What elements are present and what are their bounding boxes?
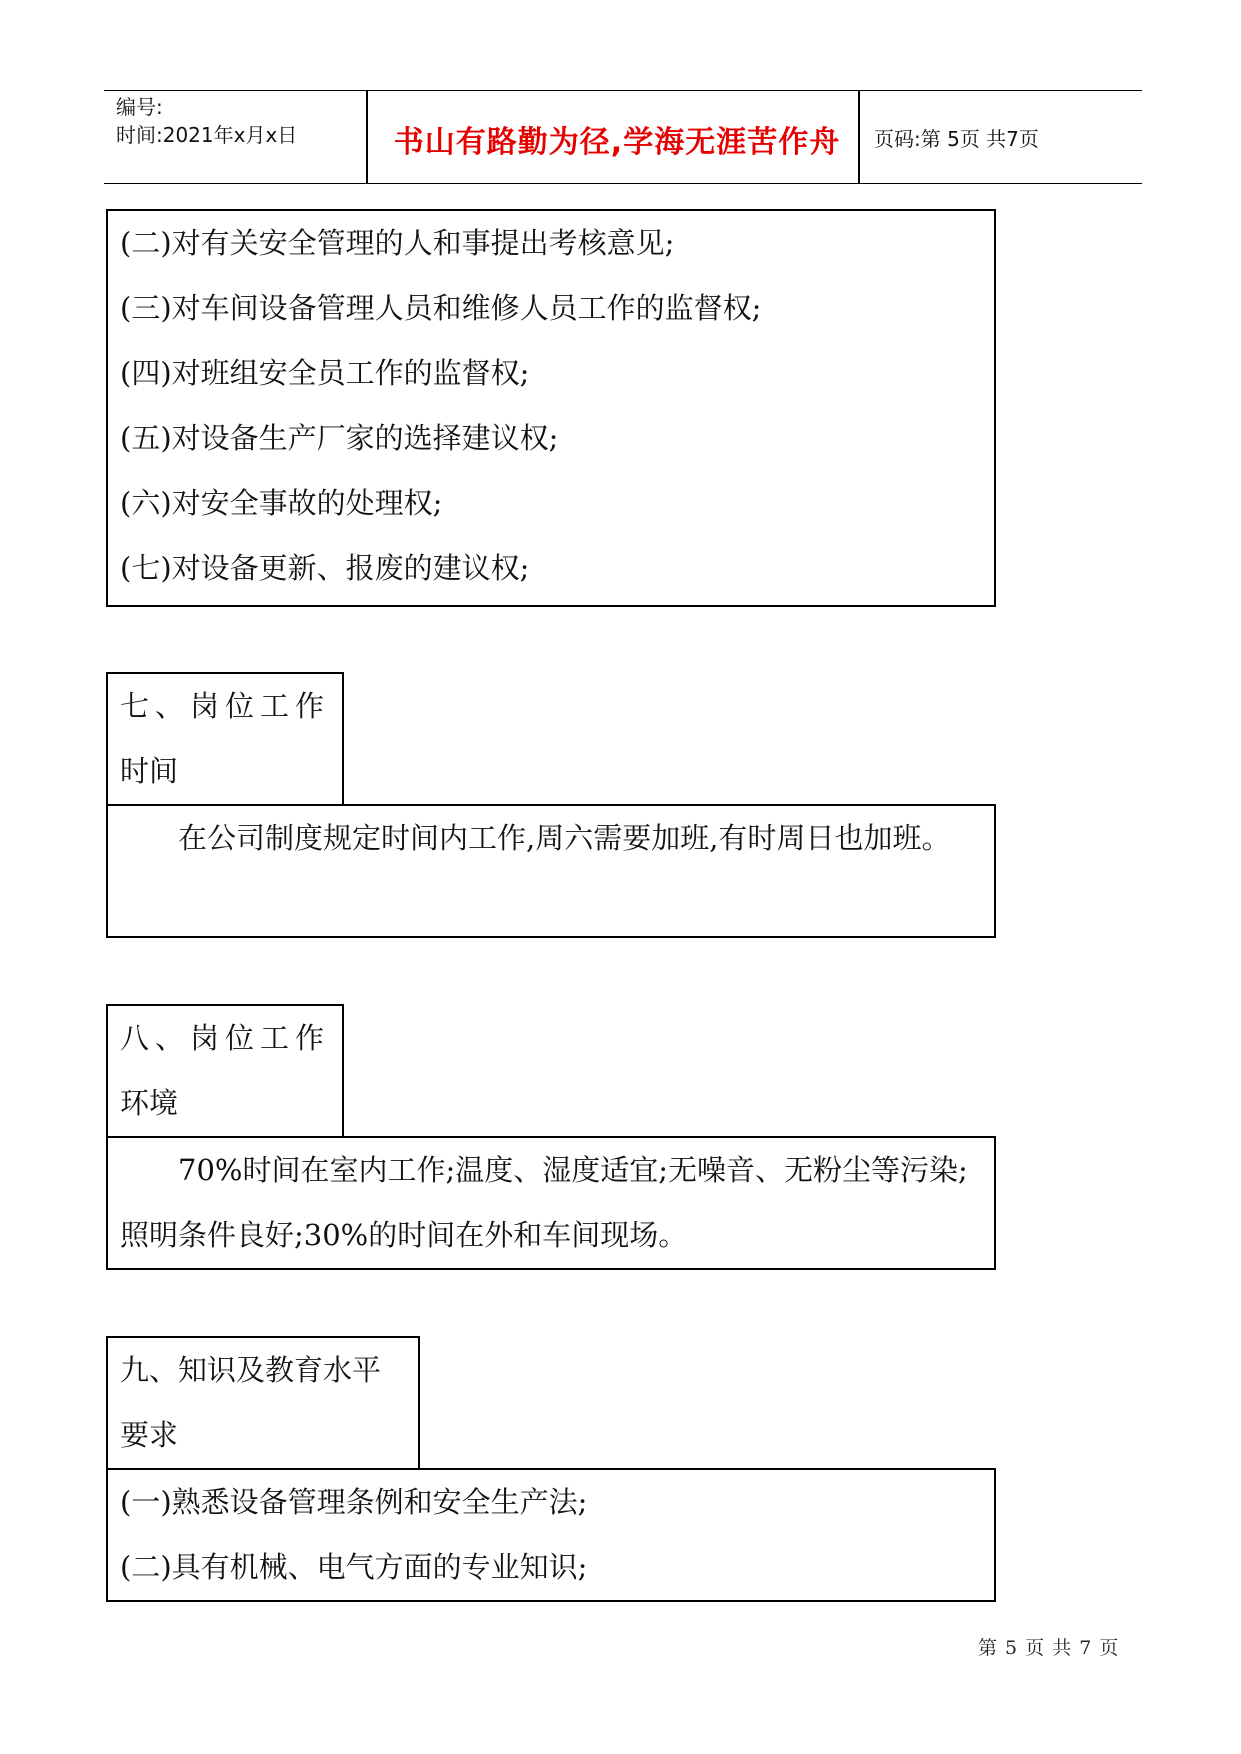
section9-title-box: [106, 1336, 420, 1470]
section7-title-line2: 时间: [120, 754, 179, 788]
header-divider-right: [858, 91, 860, 183]
section8-title-line1: 八、岗位工作: [120, 1021, 331, 1055]
footer-page-number: 第 5 页 共 7 页: [978, 1637, 1119, 1659]
list-item: (四)对班组安全员工作的监督权;: [120, 356, 530, 390]
section9-title-line1: 九、知识及教育水平: [120, 1353, 382, 1387]
header-page-info: 页码:第 5页 共7页: [874, 127, 1039, 151]
document-time: 时间:2021年x月x日: [116, 123, 298, 147]
list-item: (二)具有机械、电气方面的专业知识;: [120, 1550, 588, 1584]
list-item: (二)对有关安全管理的人和事提出考核意见;: [120, 226, 675, 260]
document-number-label: 编号:: [116, 95, 163, 119]
header-motto: 书山有路勤为径,学海无涯苦作舟: [393, 125, 841, 160]
section8-title-line2: 环境: [120, 1086, 179, 1120]
section8-content: 70%时间在室内工作;温度、湿度适宜;无噪音、无粉尘等污染;照明条件良好;30%的时间在外和车间现场。: [120, 1153, 968, 1252]
list-item: (一)熟悉设备管理条例和安全生产法;: [120, 1485, 588, 1519]
section8-content-box: [106, 1136, 996, 1270]
list-item: (六)对安全事故的处理权;: [120, 486, 443, 520]
header-divider-left: [366, 91, 368, 183]
section7-content: 在公司制度规定时间内工作,周六需要加班,有时周日也加班。: [178, 821, 951, 855]
list-item: (三)对车间设备管理人员和维修人员工作的监督权;: [120, 291, 762, 325]
section8-title-box: [106, 1004, 344, 1138]
section9-content-box: [106, 1468, 996, 1602]
list-item: (五)对设备生产厂家的选择建议权;: [120, 421, 559, 455]
section7-title-line1: 七、岗位工作: [120, 689, 331, 723]
list-item: (七)对设备更新、报废的建议权;: [120, 551, 530, 585]
page-header: [104, 90, 1142, 184]
header-meta: [116, 93, 297, 149]
section7-title-box: [106, 672, 344, 806]
rights-list-box: [106, 209, 996, 607]
section7-content-box: [106, 804, 996, 938]
section9-title-line2: 要求: [120, 1418, 179, 1452]
